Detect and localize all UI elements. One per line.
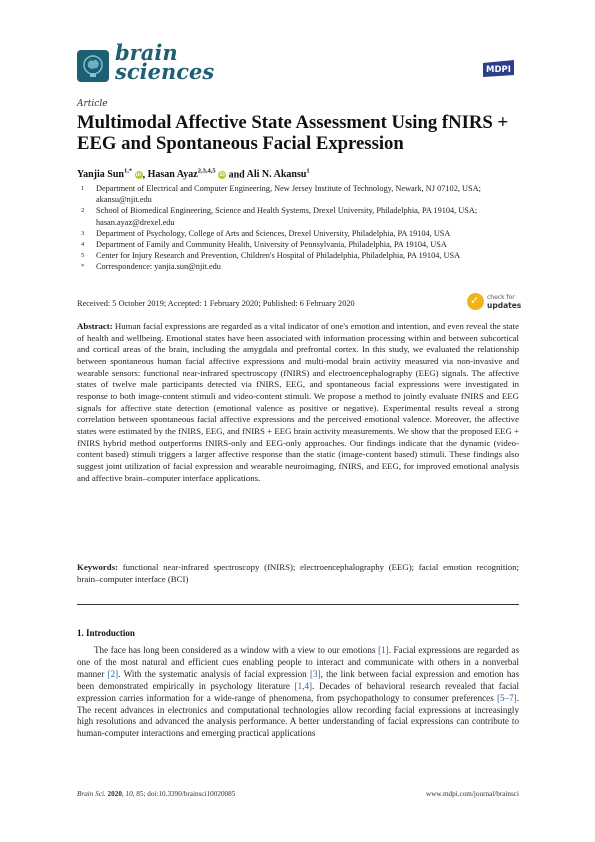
affiliation-number: 3 xyxy=(81,229,85,237)
author-3[interactable] xyxy=(247,169,310,180)
footer-journal: Brain Sci. xyxy=(77,790,106,798)
correspondence-text: Correspondence: yanjia.sun@njit.edu xyxy=(96,262,221,272)
article-title: Multimodal Affective State Assessment Using fNIRS + EEG and Spontaneous Facial Expression xyxy=(77,112,509,154)
affiliation-text: Department of Electrical and Computer Engineering, New Jersey Institute of Technology, Newark, NJ 07102, USA; akansu@njit.edu xyxy=(96,184,481,205)
abstract xyxy=(77,321,519,484)
author-affiliation-marker: 2,3,4,5 xyxy=(197,168,216,175)
affiliation-item xyxy=(77,239,527,250)
affiliation-number: 4 xyxy=(81,241,85,249)
keywords xyxy=(77,562,519,585)
orcid-icon[interactable]: iD xyxy=(219,172,225,179)
journal-logo-icon xyxy=(77,50,109,82)
citation-link[interactable]: [1,4] xyxy=(294,680,313,691)
publisher-logo[interactable] xyxy=(480,59,517,78)
badge-line2: updates xyxy=(487,301,522,310)
author-separator: , xyxy=(142,169,148,181)
badge-line1: check for xyxy=(487,294,515,301)
introduction-paragraph xyxy=(77,645,519,740)
journal-name-line1: brain xyxy=(115,40,178,65)
checkmark-icon: ✓ xyxy=(470,294,480,307)
publication-dates: Received: 5 October 2019; Accepted: 1 February 2020; Published: 6 February 2020 xyxy=(77,299,355,308)
section-divider xyxy=(77,604,519,605)
affiliation-number: 5 xyxy=(81,252,85,260)
citation-link[interactable]: [1] xyxy=(378,645,389,655)
citation-link[interactable]: [2] xyxy=(107,668,119,679)
author-affiliation-marker: 1 xyxy=(306,168,310,175)
author-name: Hasan Ayaz xyxy=(147,169,198,181)
affiliation-text: Department of Psychology, College of Arts and Sciences, Drexel University, Philadelphia, PA 19104, USA xyxy=(96,228,451,238)
affiliation-item xyxy=(77,228,527,239)
footer-volume: 10 xyxy=(125,790,133,798)
affiliation-text: Department of Family and Community Health, University of Pennsylvania, Philadelphia, PA 19104, USA xyxy=(96,240,447,250)
author-list xyxy=(77,168,310,180)
citation-link[interactable]: [5–7] xyxy=(497,692,517,703)
body-text-segment: , the link between facial expression and emotion has been demonstrated empirically in psychology literature xyxy=(77,668,519,691)
body-text-segment: The face has long been considered as a window with a view to our emotions xyxy=(94,645,379,655)
author-separator: and xyxy=(226,169,247,181)
affiliation-item xyxy=(77,183,527,205)
body-text-segment: . Decades of behavioral research revealed that facial expression carries information for a wide-range of phenomena, from psychopathology to consumer preferences xyxy=(77,680,519,703)
affiliation-item xyxy=(77,250,527,261)
author-affiliation-marker: 1,* xyxy=(123,168,133,175)
body-text-segment: . With the systematic analysis of facial expression xyxy=(118,668,310,679)
affiliation-text: Center for Injury Research and Prevention, Children's Hospital of Philadelphia, Philadelphia, PA 19104, USA xyxy=(96,251,461,261)
affiliation-number: 1 xyxy=(81,185,85,192)
keywords-label: Keywords: xyxy=(77,562,119,572)
affiliation-item xyxy=(77,205,527,227)
journal-name xyxy=(115,40,215,84)
orcid-icon[interactable]: iD xyxy=(135,172,142,179)
correspondence-item xyxy=(77,261,527,272)
author-1[interactable] xyxy=(77,169,132,180)
keywords-text: functional near-infrared spectroscopy (fNIRS); electroencephalography (EEG); facial emotion recognition; brain–computer interface (BCI) xyxy=(77,562,519,584)
abstract-text: Human facial expressions are regarded as a vital indicator of one's emotion and intention, and even reveal the state of health and wellbeing. Emotional states have been associated with information processing within and between subcortical and cortical areas of the brain, including the amygdala and prefrontal cortex. In this study, we evaluated the relationship between spontaneous human facial affective expressions and multi-modal brain activity measured via non-invasive and wearable sensors: functional near-infrared spectroscopy (fNIRS) and electroencephalography (EEG) signals. The affective states of twelve male participants detected via fNIRS, EEG, and spontaneous facial expressions were investigated in response to both image-content stimuli and video-content stimuli. We propose a method to jointly evaluate fNIRS and EEG signals for affective state detection (emotional valence as positive or negative). Experimental results reveal a strong correlation between spontaneous facial affective expressions and the perceived emotional valence. Moreover, the affective states were estimated by the fNIRS, EEG, and fNIRS + EEG brain activity measurements. We show that the proposed EEG + fNIRS hybrid method outperforms fNIRS-only and EEG-only approaches. Our findings indicate that the dynamic (video-content based) stimuli triggers a larger affective response than the static (image-content based) stimuli. These findings also suggest joint utilization of facial expression and wearable neuroimaging, fNIRS, and EEG, for improved emotional analysis and affective brain–computer interface applications. xyxy=(77,321,520,483)
footer-doi: , 85; doi:10.3390/brainsci10020085 xyxy=(132,790,236,798)
footer-citation: Brain Sci. 2020, 10, 85; doi:10.3390/brainsci10020085 xyxy=(77,790,236,798)
publisher-logo-text: MDPI xyxy=(486,65,511,75)
body-text-segment: . The recent advances in electronics and computational technologies allow recording facial expressions at increasingly high resolutions and advanced the analysis performance. A better understanding of facial expressions can contribute to human-computer interactions and emerging practical applications xyxy=(77,692,519,739)
author-2[interactable] xyxy=(148,169,216,180)
affiliation-list xyxy=(77,183,527,273)
author-name: Yanjia Sun xyxy=(77,169,124,181)
citation-link[interactable]: [3] xyxy=(310,668,321,679)
affiliation-number: 2 xyxy=(81,207,85,215)
body-text-segment: . Facial expressions are regarded as one of the most natural and efficient cues enabling people to interact and communicate with others in a nonverbal manner xyxy=(77,645,519,679)
footer-url[interactable]: www.mdpi.com/journal/brainsci xyxy=(426,790,519,798)
affiliation-number: * xyxy=(81,263,85,271)
article-type: Article xyxy=(77,99,108,109)
abstract-label: Abstract: xyxy=(77,321,113,331)
author-name: Ali N. Akansu xyxy=(246,169,307,181)
footer-year: 2020 xyxy=(107,790,122,798)
section-heading: 1. Introduction xyxy=(77,628,135,638)
check-for-updates-badge[interactable] xyxy=(467,291,520,313)
affiliation-text: School of Biomedical Engineering, Science and Health Systems, Drexel University, Philadelphia, PA 19104, USA; hasan.ayaz@drexel.edu xyxy=(96,206,478,227)
journal-name-line2: sciences xyxy=(115,59,215,84)
